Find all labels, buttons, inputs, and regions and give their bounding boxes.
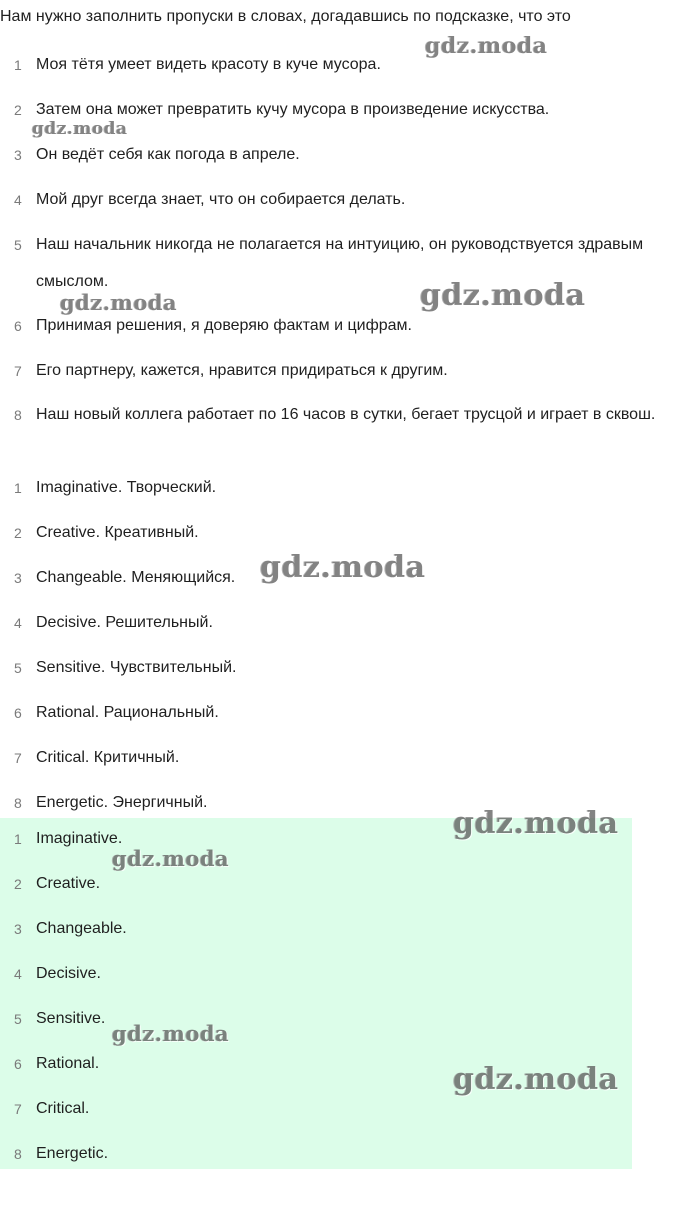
item-number: 8 (14, 407, 22, 423)
item-text: Creative. (36, 875, 101, 892)
item-number: 2 (14, 102, 22, 118)
watermark: gdz.moda (260, 550, 426, 585)
item-text: Decisive. (36, 965, 101, 982)
item-number: 3 (14, 570, 22, 586)
item-text: Наш начальник никогда не полагается на интуицию, он руководствуется здравым смыслом. (36, 236, 644, 290)
item-text: Changeable. Меняющийся. (36, 569, 236, 586)
watermark: gdz.moda (32, 119, 128, 139)
item-text: Rational. (36, 1055, 100, 1072)
watermark: gdz.moda (112, 846, 230, 871)
item-number: 8 (14, 1146, 22, 1162)
item-text: Creative. Креативный. (36, 524, 199, 541)
item-text: Sensitive. (36, 1010, 106, 1027)
item-number: 1 (14, 831, 22, 847)
item-number: 7 (14, 363, 22, 379)
item-number: 1 (14, 480, 22, 496)
item-text: Он ведёт себя как погода в апреле. (36, 146, 300, 163)
item-text: Sensitive. Чувствительный. (36, 659, 237, 676)
item-text: Critical. (36, 1100, 90, 1117)
item-number: 7 (14, 1101, 22, 1117)
item-number: 3 (14, 147, 22, 163)
item-number: 4 (14, 192, 22, 208)
item-text: Rational. Рациональный. (36, 704, 219, 721)
item-text: Его партнеру, кажется, нравится придираться к другим. (36, 362, 448, 379)
item-number: 2 (14, 876, 22, 892)
item-number: 5 (14, 1011, 22, 1027)
item-number: 6 (14, 1056, 22, 1072)
item-text: Моя тётя умеет видеть красоту в куче мусора. (36, 56, 381, 73)
watermark: gdz.moda (112, 1021, 230, 1046)
item-text: Energetic. (36, 1145, 109, 1162)
item-text: Принимая решения, я доверяю фактам и цифрам. (36, 317, 412, 334)
item-number: 6 (14, 318, 22, 334)
watermark: gdz.moda (60, 290, 178, 315)
item-number: 8 (14, 795, 22, 811)
item-text: Мой друг всегда знает, что он собирается делать. (36, 191, 406, 208)
item-text: Затем она может превратить кучу мусора в произведение искусства. (36, 101, 550, 118)
item-text: Changeable. (36, 920, 127, 937)
item-text: Energetic. Энергичный. (36, 794, 208, 811)
item-text: Imaginative. Творческий. (36, 479, 217, 496)
item-number: 2 (14, 525, 22, 541)
intro-text: Нам нужно заполнить пропуски в словах, догадавшись по подсказке, что это (0, 8, 571, 25)
item-number: 4 (14, 966, 22, 982)
item-number: 1 (14, 57, 22, 73)
watermark: gdz.moda (420, 278, 586, 313)
item-number: 3 (14, 921, 22, 937)
watermark: gdz.moda (453, 1062, 619, 1097)
item-number: 5 (14, 237, 22, 253)
watermark: gdz.moda (425, 33, 548, 59)
item-number: 5 (14, 660, 22, 676)
item-number: 4 (14, 615, 22, 631)
item-number: 6 (14, 705, 22, 721)
item-text: Наш новый коллега работает по 16 часов в сутки, бегает трусцой и играет в сквош. (36, 406, 656, 423)
item-number: 7 (14, 750, 22, 766)
watermark: gdz.moda (453, 806, 619, 841)
item-text: Decisive. Решительный. (36, 614, 213, 631)
item-text: Imaginative. (36, 830, 123, 847)
item-text: Critical. Критичный. (36, 749, 180, 766)
